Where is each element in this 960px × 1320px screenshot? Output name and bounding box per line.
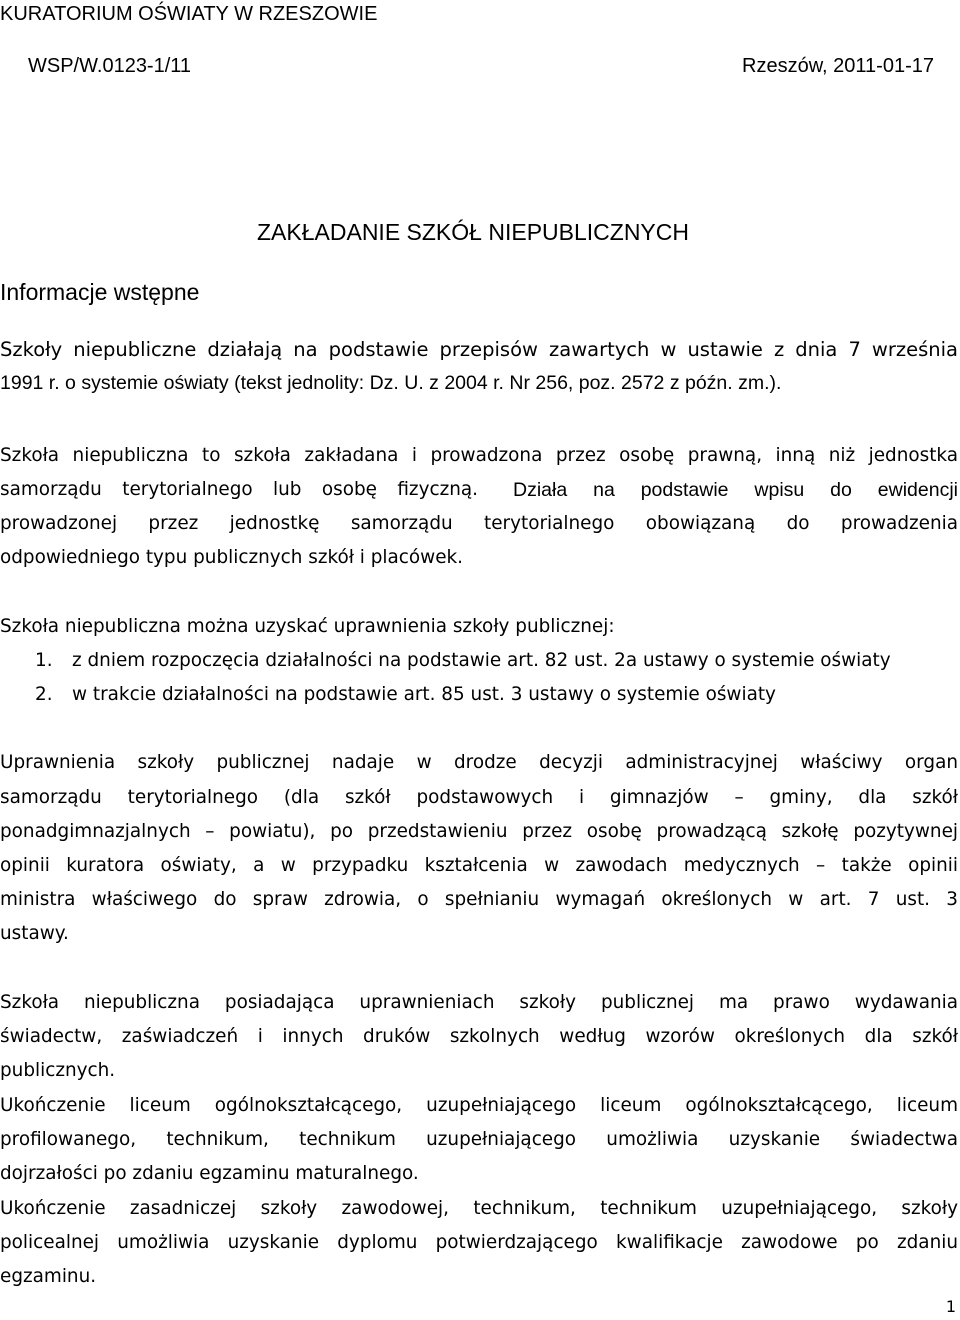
paragraph2-line-2b: Działa na podstawie wpisu do ewidencji bbox=[513, 479, 958, 501]
paragraph4-line-3: publicznych. bbox=[0, 1060, 116, 1081]
paragraph5-line-2: profilowanego, technikum, technikum uzupełniającego umożliwia uzyskanie świadectwa bbox=[0, 1129, 958, 1150]
paragraph3-line-5: ministra właściwego do spraw zdrowia, o spełnianiu wymagań określonych w art. 7 ust. 3 bbox=[0, 889, 958, 910]
rights-lead: Szkoła niepubliczna można uzyskać uprawnienia szkoły publicznej: bbox=[0, 616, 615, 637]
paragraph4-line-2: świadectw, zaświadczeń i innych druków szkolnych według wzorów określonych dla szkół bbox=[0, 1026, 958, 1047]
paragraph6-line-3: egzaminu. bbox=[0, 1266, 97, 1287]
paragraph2-line-1: Szkoła niepubliczna to szkoła zakładana i prowadzona przez osobę prawną, inną niż jednostka bbox=[0, 445, 958, 466]
reference-number: WSP/W.0123-1/11 bbox=[28, 55, 192, 77]
place-date: Rzeszów, 2011-01-17 bbox=[742, 55, 934, 77]
paragraph2-line-2a: samorządu terytorialnego lub osobę fizyczną. bbox=[0, 479, 478, 500]
paragraph6-line-1: Ukończenie zasadniczej szkoły zawodowej, technikum, technikum uzupełniającego, szkoły bbox=[0, 1198, 958, 1219]
paragraph4-line-1: Szkoła niepubliczna posiadająca uprawnieniach szkoły publicznej ma prawo wydawania bbox=[0, 992, 958, 1013]
paragraph3-line-2: samorządu terytorialnego (dla szkół podstawowych i gimnazjów – gminy, dla szkół bbox=[0, 787, 958, 808]
paragraph3-line-6: ustawy. bbox=[0, 923, 69, 944]
intro-line-1: Szkoły niepubliczne działają na podstawie przepisów zawartych w ustawie z dnia 7 września bbox=[0, 338, 958, 361]
paragraph6-line-2: policealnej umożliwia uzyskanie dyplomu potwierdzającego kwalifikacje zawodowe po zdaniu bbox=[0, 1232, 958, 1253]
section-heading: Informacje wstępne bbox=[0, 279, 200, 305]
paragraph2-line-3: prowadzonej przez jednostkę samorządu terytorialnego obowiązaną do prowadzenia bbox=[0, 513, 958, 534]
list-item-text: z dniem rozpoczęcia działalności na podstawie art. 82 ust. 2a ustawy o systemie oświaty bbox=[72, 650, 891, 671]
list-item-number: 2. bbox=[35, 684, 53, 705]
paragraph2-line-4: odpowiedniego typu publicznych szkół i placówek. bbox=[0, 547, 464, 568]
paragraph5-line-3: dojrzałości po zdaniu egzaminu maturalnego. bbox=[0, 1163, 419, 1184]
paragraph3-line-3: ponadgimnazjalnych – powiatu), po przedstawieniu przez osobę prowadzącą szkołę pozytywnej bbox=[0, 821, 958, 842]
paragraph3-line-1: Uprawnienia szkoły publicznej nadaje w drodze decyzji administracyjnej właściwy organ bbox=[0, 752, 958, 773]
document-title: ZAKŁADANIE SZKÓŁ NIEPUBLICZNYCH bbox=[257, 219, 689, 245]
paragraph5-line-1: Ukończenie liceum ogólnokształcącego, uzupełniającego liceum ogólnokształcącego, liceum bbox=[0, 1095, 958, 1116]
page-number: 1 bbox=[945, 1297, 956, 1316]
paragraph3-line-4: opinii kuratora oświaty, a w przypadku kształcenia w zawodach medycznych – także opinii bbox=[0, 855, 958, 876]
list-item-number: 1. bbox=[35, 650, 53, 671]
list-item-text: w trakcie działalności na podstawie art. 85 ust. 3 ustawy o systemie oświaty bbox=[72, 684, 776, 705]
institution-name: KURATORIUM OŚWIATY W RZESZOWIE bbox=[0, 3, 378, 25]
paragraph2-line-2 bbox=[0, 478, 958, 502]
intro-line-2: 1991 r. o systemie oświaty (tekst jednolity: Dz. U. z 2004 r. Nr 256, poz. 2572 z późn. zm.). bbox=[0, 372, 782, 394]
